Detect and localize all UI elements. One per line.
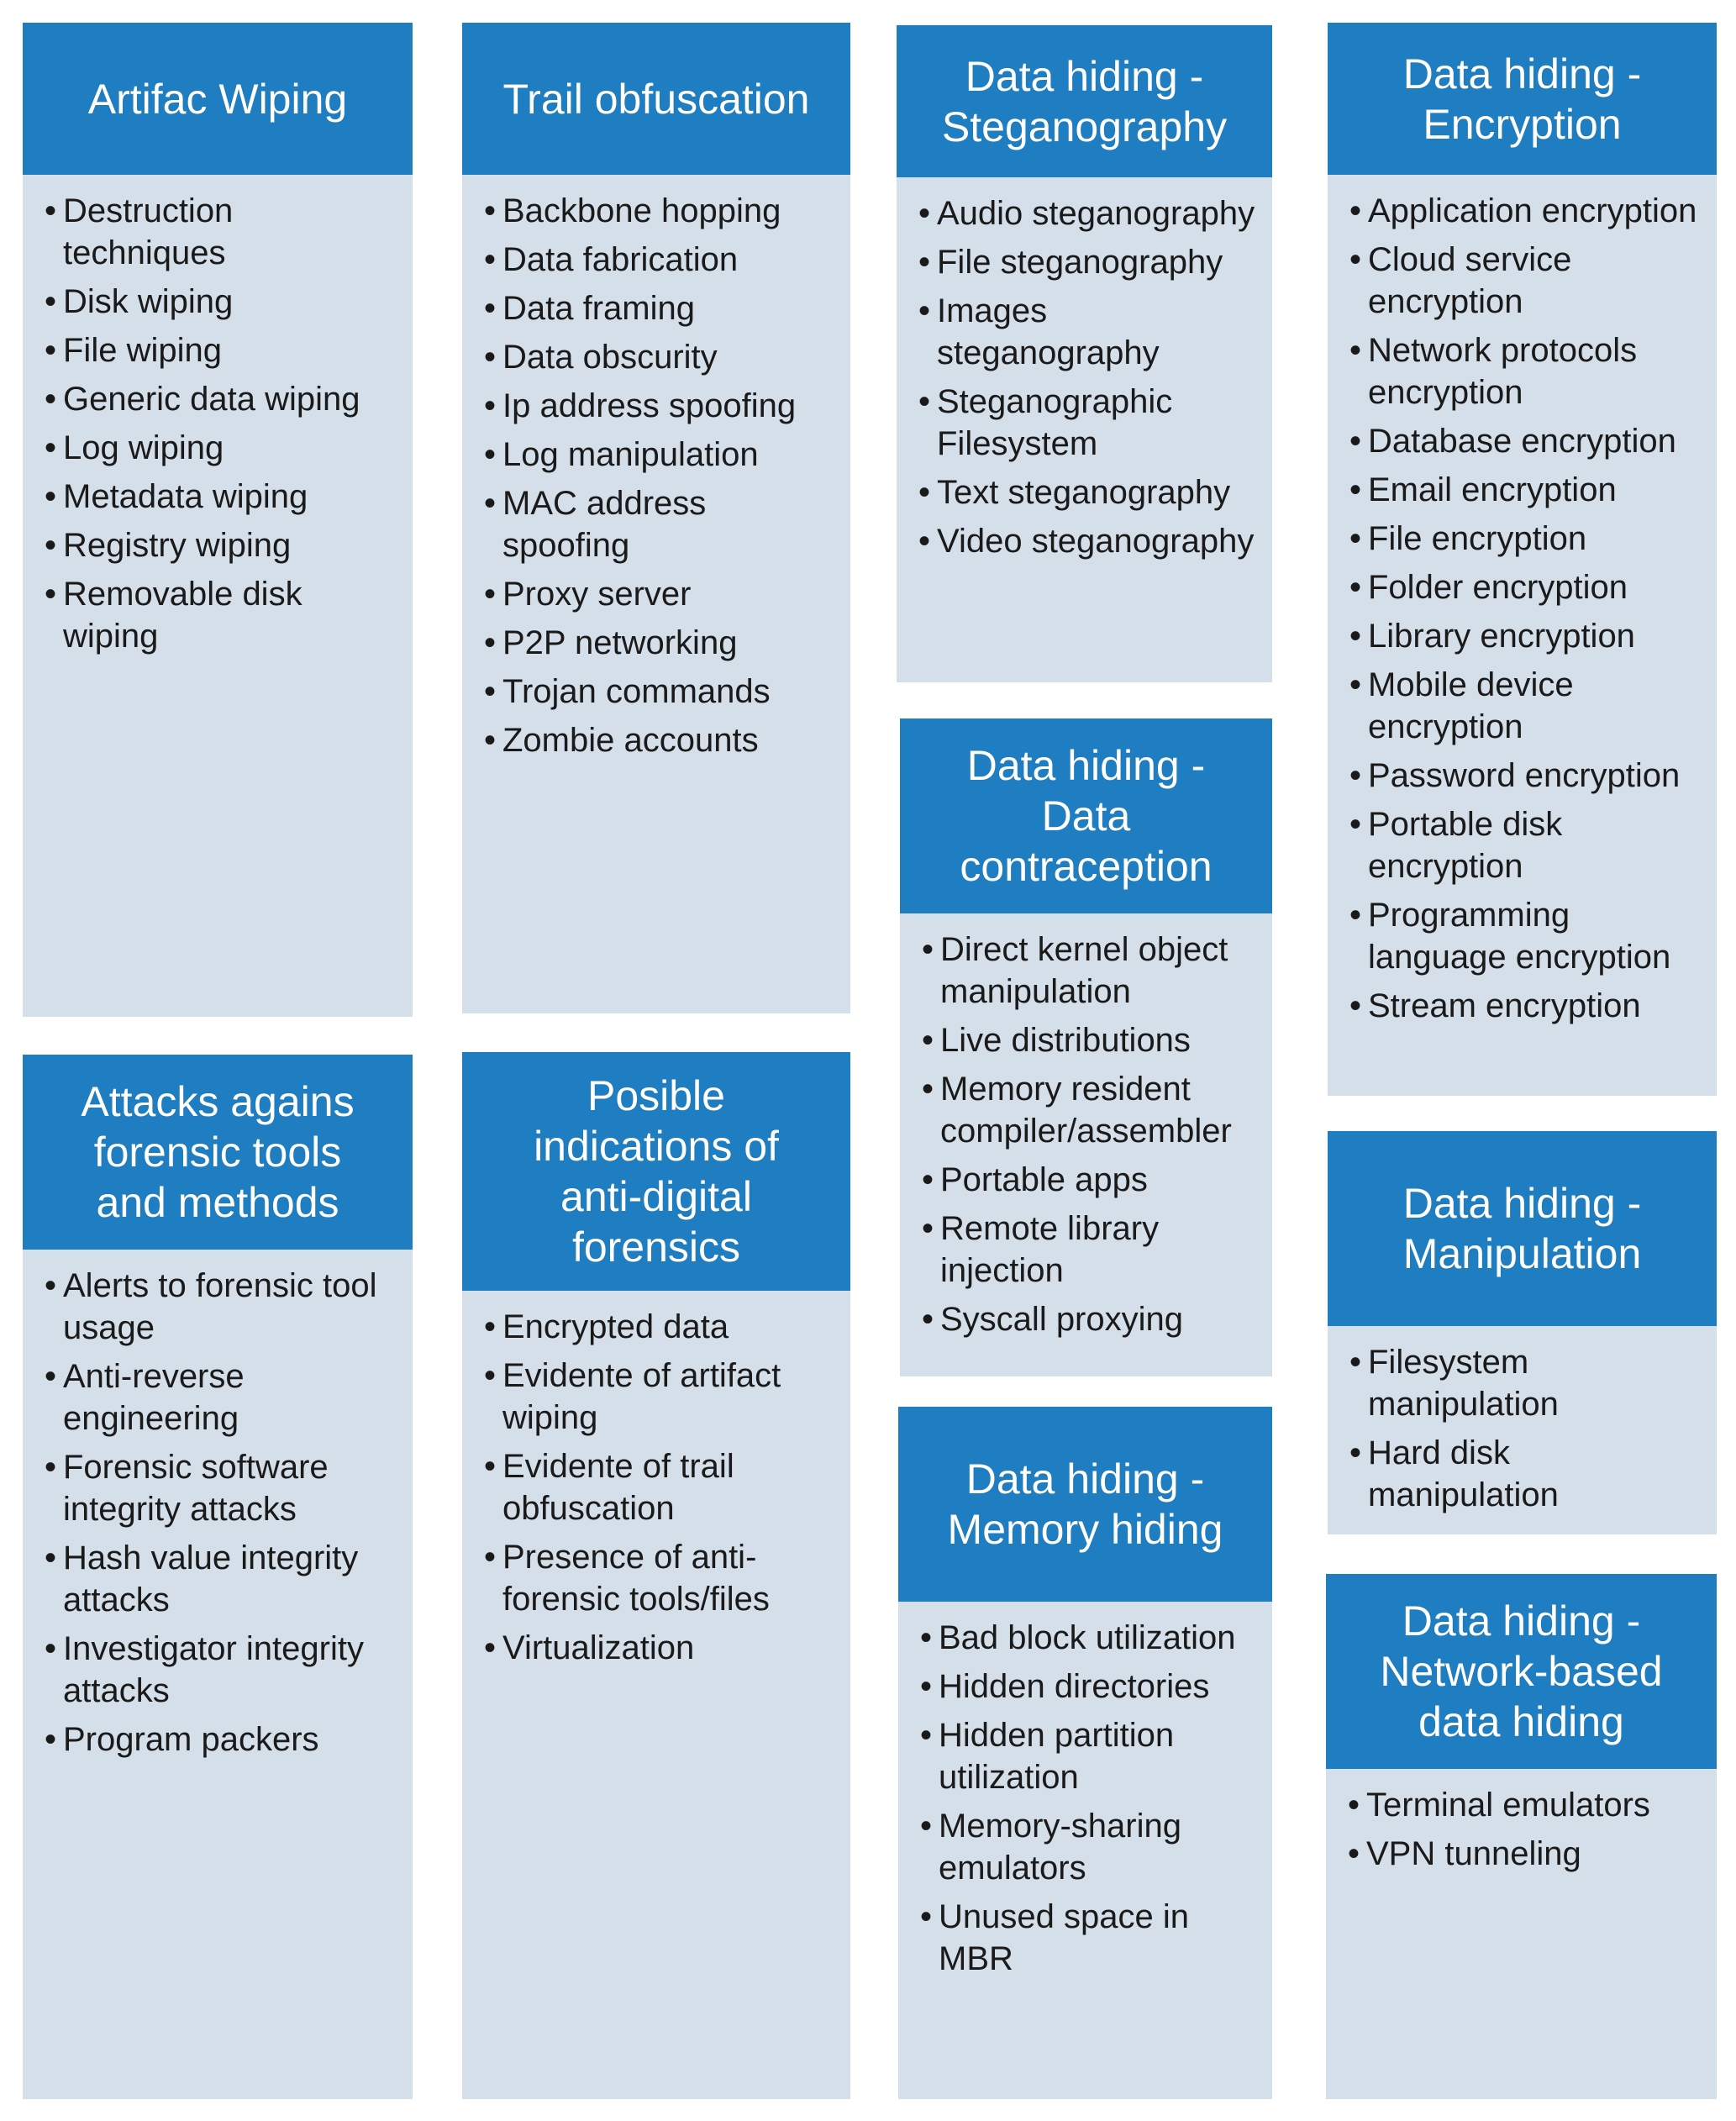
list-item [918, 471, 1257, 513]
list-item-text: Metadata wiping [63, 478, 308, 515]
card-title: Data hiding - Encryption [1402, 50, 1642, 148]
list-item [1348, 1784, 1702, 1826]
list-item-text: Bad block utilization [939, 1619, 1236, 1656]
list-item-text: Stream encryption [1368, 987, 1641, 1024]
list-item-text: Portable apps [940, 1161, 1148, 1198]
bullet-icon: • [1349, 806, 1362, 843]
bullet-icon: • [484, 1308, 497, 1345]
bullet-icon: • [918, 474, 931, 511]
list-item [1349, 985, 1702, 1027]
card-data-contraception [900, 718, 1272, 1376]
bullet-icon: • [922, 931, 934, 968]
list-item [45, 378, 397, 420]
bullet-icon: • [922, 1071, 934, 1108]
list-item [1349, 518, 1702, 560]
list-item-text: Direct kernel object manipulation [940, 931, 1228, 1010]
bullet-icon: • [45, 478, 57, 515]
list-item-text: Proxy server [502, 576, 692, 613]
list-item-text: Password encryption [1368, 757, 1681, 794]
list-item [922, 1159, 1257, 1201]
list-item [920, 1666, 1257, 1708]
bullet-icon: • [1349, 520, 1362, 557]
list-item [45, 476, 397, 518]
bullet-icon: • [484, 1448, 497, 1485]
list-item-text: Audio steganography [937, 195, 1255, 232]
list-item [45, 1537, 397, 1621]
bullet-icon: • [45, 527, 57, 564]
card-possible-indications [462, 1052, 850, 2099]
bullet-icon: • [1349, 471, 1362, 508]
bullet-icon: • [922, 1301, 934, 1338]
list-item-text: Forensic software integrity attacks [63, 1449, 329, 1528]
list-item [1349, 664, 1702, 748]
bullet-icon: • [920, 1717, 933, 1754]
bullet-icon: • [45, 1358, 57, 1395]
list-item [45, 329, 397, 371]
list-item-text: Hidden directories [939, 1668, 1210, 1705]
list-item [484, 1627, 835, 1669]
card-item-list [462, 1291, 850, 1669]
list-item [45, 573, 397, 657]
card-item-list [900, 913, 1272, 1340]
list-item [484, 287, 835, 329]
bullet-icon: • [45, 1721, 57, 1758]
list-item [45, 524, 397, 566]
list-item-text: Memory-sharing emulators [939, 1808, 1181, 1887]
card-title: Data hiding - Memory hiding [947, 1455, 1223, 1553]
bullet-icon: • [45, 381, 57, 418]
card-item-list [1326, 1769, 1717, 1875]
bullet-icon: • [1348, 1835, 1360, 1872]
list-item-text: Anti-reverse engineering [63, 1358, 245, 1437]
card-header [897, 25, 1272, 177]
card-memory-hiding [898, 1407, 1272, 2099]
card-title: Artifac Wiping [87, 75, 348, 123]
list-item-text: Terminal emulators [1366, 1787, 1650, 1824]
list-item [484, 385, 835, 427]
list-item-text: Hard disk manipulation [1368, 1434, 1559, 1513]
list-item [484, 1306, 835, 1348]
bullet-icon: • [45, 332, 57, 369]
list-item [922, 929, 1257, 1013]
bullet-icon: • [1349, 241, 1362, 278]
card-header [23, 23, 413, 175]
card-item-list [1328, 175, 1717, 1027]
bullet-icon: • [45, 1449, 57, 1486]
list-item [918, 520, 1257, 562]
list-item [484, 239, 835, 281]
bullet-icon: • [1349, 192, 1362, 229]
list-item [1349, 469, 1702, 511]
list-item-text: Hidden partition utilization [939, 1717, 1175, 1796]
bullet-icon: • [918, 244, 931, 281]
card-title: Posible indications of anti-digital forensics [534, 1072, 779, 1271]
bullet-icon: • [918, 195, 931, 232]
bullet-icon: • [484, 387, 497, 424]
card-header [462, 23, 850, 175]
list-item [484, 1445, 835, 1529]
list-item-text: Steganographic Filesystem [937, 383, 1173, 462]
bullet-icon: • [1349, 1434, 1362, 1471]
card-title: Data hiding - Manipulation [1402, 1180, 1642, 1277]
list-item-text: Unused space in MBR [939, 1898, 1189, 1977]
card-header [1328, 1131, 1717, 1326]
card-encryption [1328, 23, 1717, 1096]
bullet-icon: • [45, 1630, 57, 1667]
bullet-icon: • [1349, 332, 1362, 369]
list-item [1349, 894, 1702, 978]
list-item [922, 1298, 1257, 1340]
card-attacks-forensic-tools [23, 1055, 413, 2099]
bullet-icon: • [918, 292, 931, 329]
card-item-list [462, 175, 850, 761]
list-item [918, 241, 1257, 283]
bullet-icon: • [484, 624, 497, 661]
list-item-text: Video steganography [937, 523, 1255, 560]
list-item [45, 1265, 397, 1349]
bullet-icon: • [920, 1898, 933, 1935]
bullet-icon: • [484, 1357, 497, 1394]
bullet-icon: • [1349, 1344, 1362, 1381]
list-item [920, 1617, 1257, 1659]
bullet-icon: • [484, 339, 497, 376]
card-network-based [1326, 1574, 1717, 2099]
list-item-text: Images steganography [937, 292, 1160, 371]
list-item [1349, 1341, 1702, 1425]
list-item-text: Mobile device encryption [1368, 666, 1574, 745]
list-item-text: Application encryption [1368, 192, 1697, 229]
card-header [462, 1052, 850, 1291]
bullet-icon: • [484, 722, 497, 759]
list-item [484, 622, 835, 664]
card-manipulation [1328, 1131, 1717, 1534]
bullet-icon: • [45, 283, 57, 320]
list-item [45, 1355, 397, 1439]
list-item [484, 482, 835, 566]
list-item [922, 1019, 1257, 1061]
list-item [922, 1208, 1257, 1292]
list-item [484, 336, 835, 378]
bullet-icon: • [1349, 987, 1362, 1024]
list-item [920, 1714, 1257, 1798]
list-item [45, 190, 397, 274]
bullet-icon: • [1349, 423, 1362, 460]
bullet-icon: • [918, 383, 931, 420]
list-item [1349, 420, 1702, 462]
list-item-text: Encrypted data [502, 1308, 729, 1345]
list-item-text: Generic data wiping [63, 381, 360, 418]
list-item-text: Alerts to forensic tool usage [63, 1267, 377, 1346]
bullet-icon: • [484, 290, 497, 327]
bullet-icon: • [1349, 897, 1362, 934]
list-item-text: File encryption [1368, 520, 1587, 557]
list-item [484, 190, 835, 232]
card-title: Data hiding - Steganography [941, 52, 1228, 150]
list-item-text: Backbone hopping [502, 192, 781, 229]
card-title: Trail obfuscation [502, 75, 810, 123]
card-item-list [23, 175, 413, 657]
bullet-icon: • [920, 1808, 933, 1845]
list-item [922, 1068, 1257, 1152]
bullet-icon: • [1349, 618, 1362, 655]
list-item [45, 1628, 397, 1712]
list-item [45, 1718, 397, 1760]
list-item-text: File wiping [63, 332, 222, 369]
list-item-text: Email encryption [1368, 471, 1617, 508]
card-title: Data hiding - Data contraception [960, 742, 1213, 890]
list-item-text: Syscall proxying [940, 1301, 1184, 1338]
list-item-text: Log wiping [63, 429, 224, 466]
list-item-text: Investigator integrity attacks [63, 1630, 364, 1709]
list-item-text: Evidente of artifact wiping [502, 1357, 781, 1436]
list-item-text: Network protocols encryption [1368, 332, 1638, 411]
bullet-icon: • [484, 436, 497, 473]
card-item-list [23, 1250, 413, 1760]
list-item-text: Data obscurity [502, 339, 718, 376]
list-item [1349, 803, 1702, 887]
list-item-text: Hash value integrity attacks [63, 1539, 359, 1618]
list-item [1349, 329, 1702, 413]
bullet-icon: • [920, 1668, 933, 1705]
list-item-text: Trojan commands [502, 673, 771, 710]
list-item [484, 1355, 835, 1439]
list-item [1349, 566, 1702, 608]
card-header [900, 718, 1272, 913]
bullet-icon: • [1349, 569, 1362, 606]
list-item-text: Evidente of trail obfuscation [502, 1448, 734, 1527]
list-item-text: Folder encryption [1368, 569, 1628, 606]
bullet-icon: • [45, 1267, 57, 1304]
list-item [484, 719, 835, 761]
list-item [1349, 755, 1702, 797]
list-item-text: Data fabrication [502, 241, 739, 278]
list-item [484, 434, 835, 476]
list-item-text: Cloud service encryption [1368, 241, 1572, 320]
card-steganography [897, 25, 1272, 682]
card-item-list [898, 1602, 1272, 1980]
bullet-icon: • [922, 1022, 934, 1059]
list-item [918, 381, 1257, 465]
card-header [1326, 1574, 1717, 1769]
bullet-icon: • [45, 429, 57, 466]
bullet-icon: • [484, 192, 497, 229]
bullet-icon: • [918, 523, 931, 560]
list-item [45, 281, 397, 323]
list-item [484, 573, 835, 615]
list-item [1349, 615, 1702, 657]
list-item-text: Virtualization [502, 1629, 695, 1666]
bullet-icon: • [922, 1161, 934, 1198]
list-item-text: Programming language encryption [1368, 897, 1671, 976]
list-item [918, 290, 1257, 374]
list-item-text: VPN tunneling [1366, 1835, 1581, 1872]
bullet-icon: • [45, 576, 57, 613]
list-item [1349, 239, 1702, 323]
bullet-icon: • [1348, 1787, 1360, 1824]
list-item [45, 1446, 397, 1530]
list-item-text: Data framing [502, 290, 695, 327]
list-item [45, 427, 397, 469]
bullet-icon: • [484, 1629, 497, 1666]
list-item [484, 671, 835, 713]
card-item-list [1328, 1326, 1717, 1516]
bullet-icon: • [1349, 757, 1362, 794]
list-item-text: File steganography [937, 244, 1223, 281]
list-item-text: Log manipulation [502, 436, 759, 473]
list-item [1349, 190, 1702, 232]
list-item-text: Remote library injection [940, 1210, 1160, 1289]
list-item-text: Portable disk encryption [1368, 806, 1563, 885]
list-item-text: Memory resident compiler/assembler [940, 1071, 1232, 1150]
bullet-icon: • [484, 241, 497, 278]
bullet-icon: • [484, 1539, 497, 1576]
bullet-icon: • [484, 673, 497, 710]
card-artifact-wiping [23, 23, 413, 1017]
card-header [23, 1055, 413, 1250]
list-item-text: Zombie accounts [502, 722, 759, 759]
bullet-icon: • [484, 576, 497, 613]
list-item-text: Database encryption [1368, 423, 1676, 460]
list-item [1349, 1432, 1702, 1516]
card-title: Data hiding - Network-based data hiding [1380, 1597, 1663, 1745]
card-header [898, 1407, 1272, 1602]
card-trail-obfuscation [462, 23, 850, 1013]
list-item-text: Program packers [63, 1721, 319, 1758]
list-item-text: Disk wiping [63, 283, 234, 320]
list-item-text: Library encryption [1368, 618, 1635, 655]
list-item [920, 1805, 1257, 1889]
list-item [484, 1536, 835, 1620]
list-item-text: Live distributions [940, 1022, 1191, 1059]
list-item [918, 192, 1257, 234]
bullet-icon: • [922, 1210, 934, 1247]
list-item [920, 1896, 1257, 1980]
list-item-text: MAC address spoofing [502, 485, 707, 564]
list-item [1348, 1833, 1702, 1875]
card-item-list [897, 177, 1272, 562]
bullet-icon: • [484, 485, 497, 522]
bullet-icon: • [45, 1539, 57, 1576]
list-item-text: Registry wiping [63, 527, 292, 564]
list-item-text: Ip address spoofing [502, 387, 797, 424]
card-title: Attacks agains forensic tools and methods [81, 1078, 355, 1226]
list-item-text: Presence of anti-forensic tools/files [502, 1539, 770, 1618]
list-item-text: Destruction techniques [63, 192, 234, 271]
list-item-text: Text steganography [937, 474, 1231, 511]
bullet-icon: • [1349, 666, 1362, 703]
bullet-icon: • [920, 1619, 933, 1656]
bullet-icon: • [45, 192, 57, 229]
list-item-text: Filesystem manipulation [1368, 1344, 1559, 1423]
card-header [1328, 23, 1717, 175]
list-item-text: P2P networking [502, 624, 738, 661]
list-item-text: Removable disk wiping [63, 576, 302, 655]
